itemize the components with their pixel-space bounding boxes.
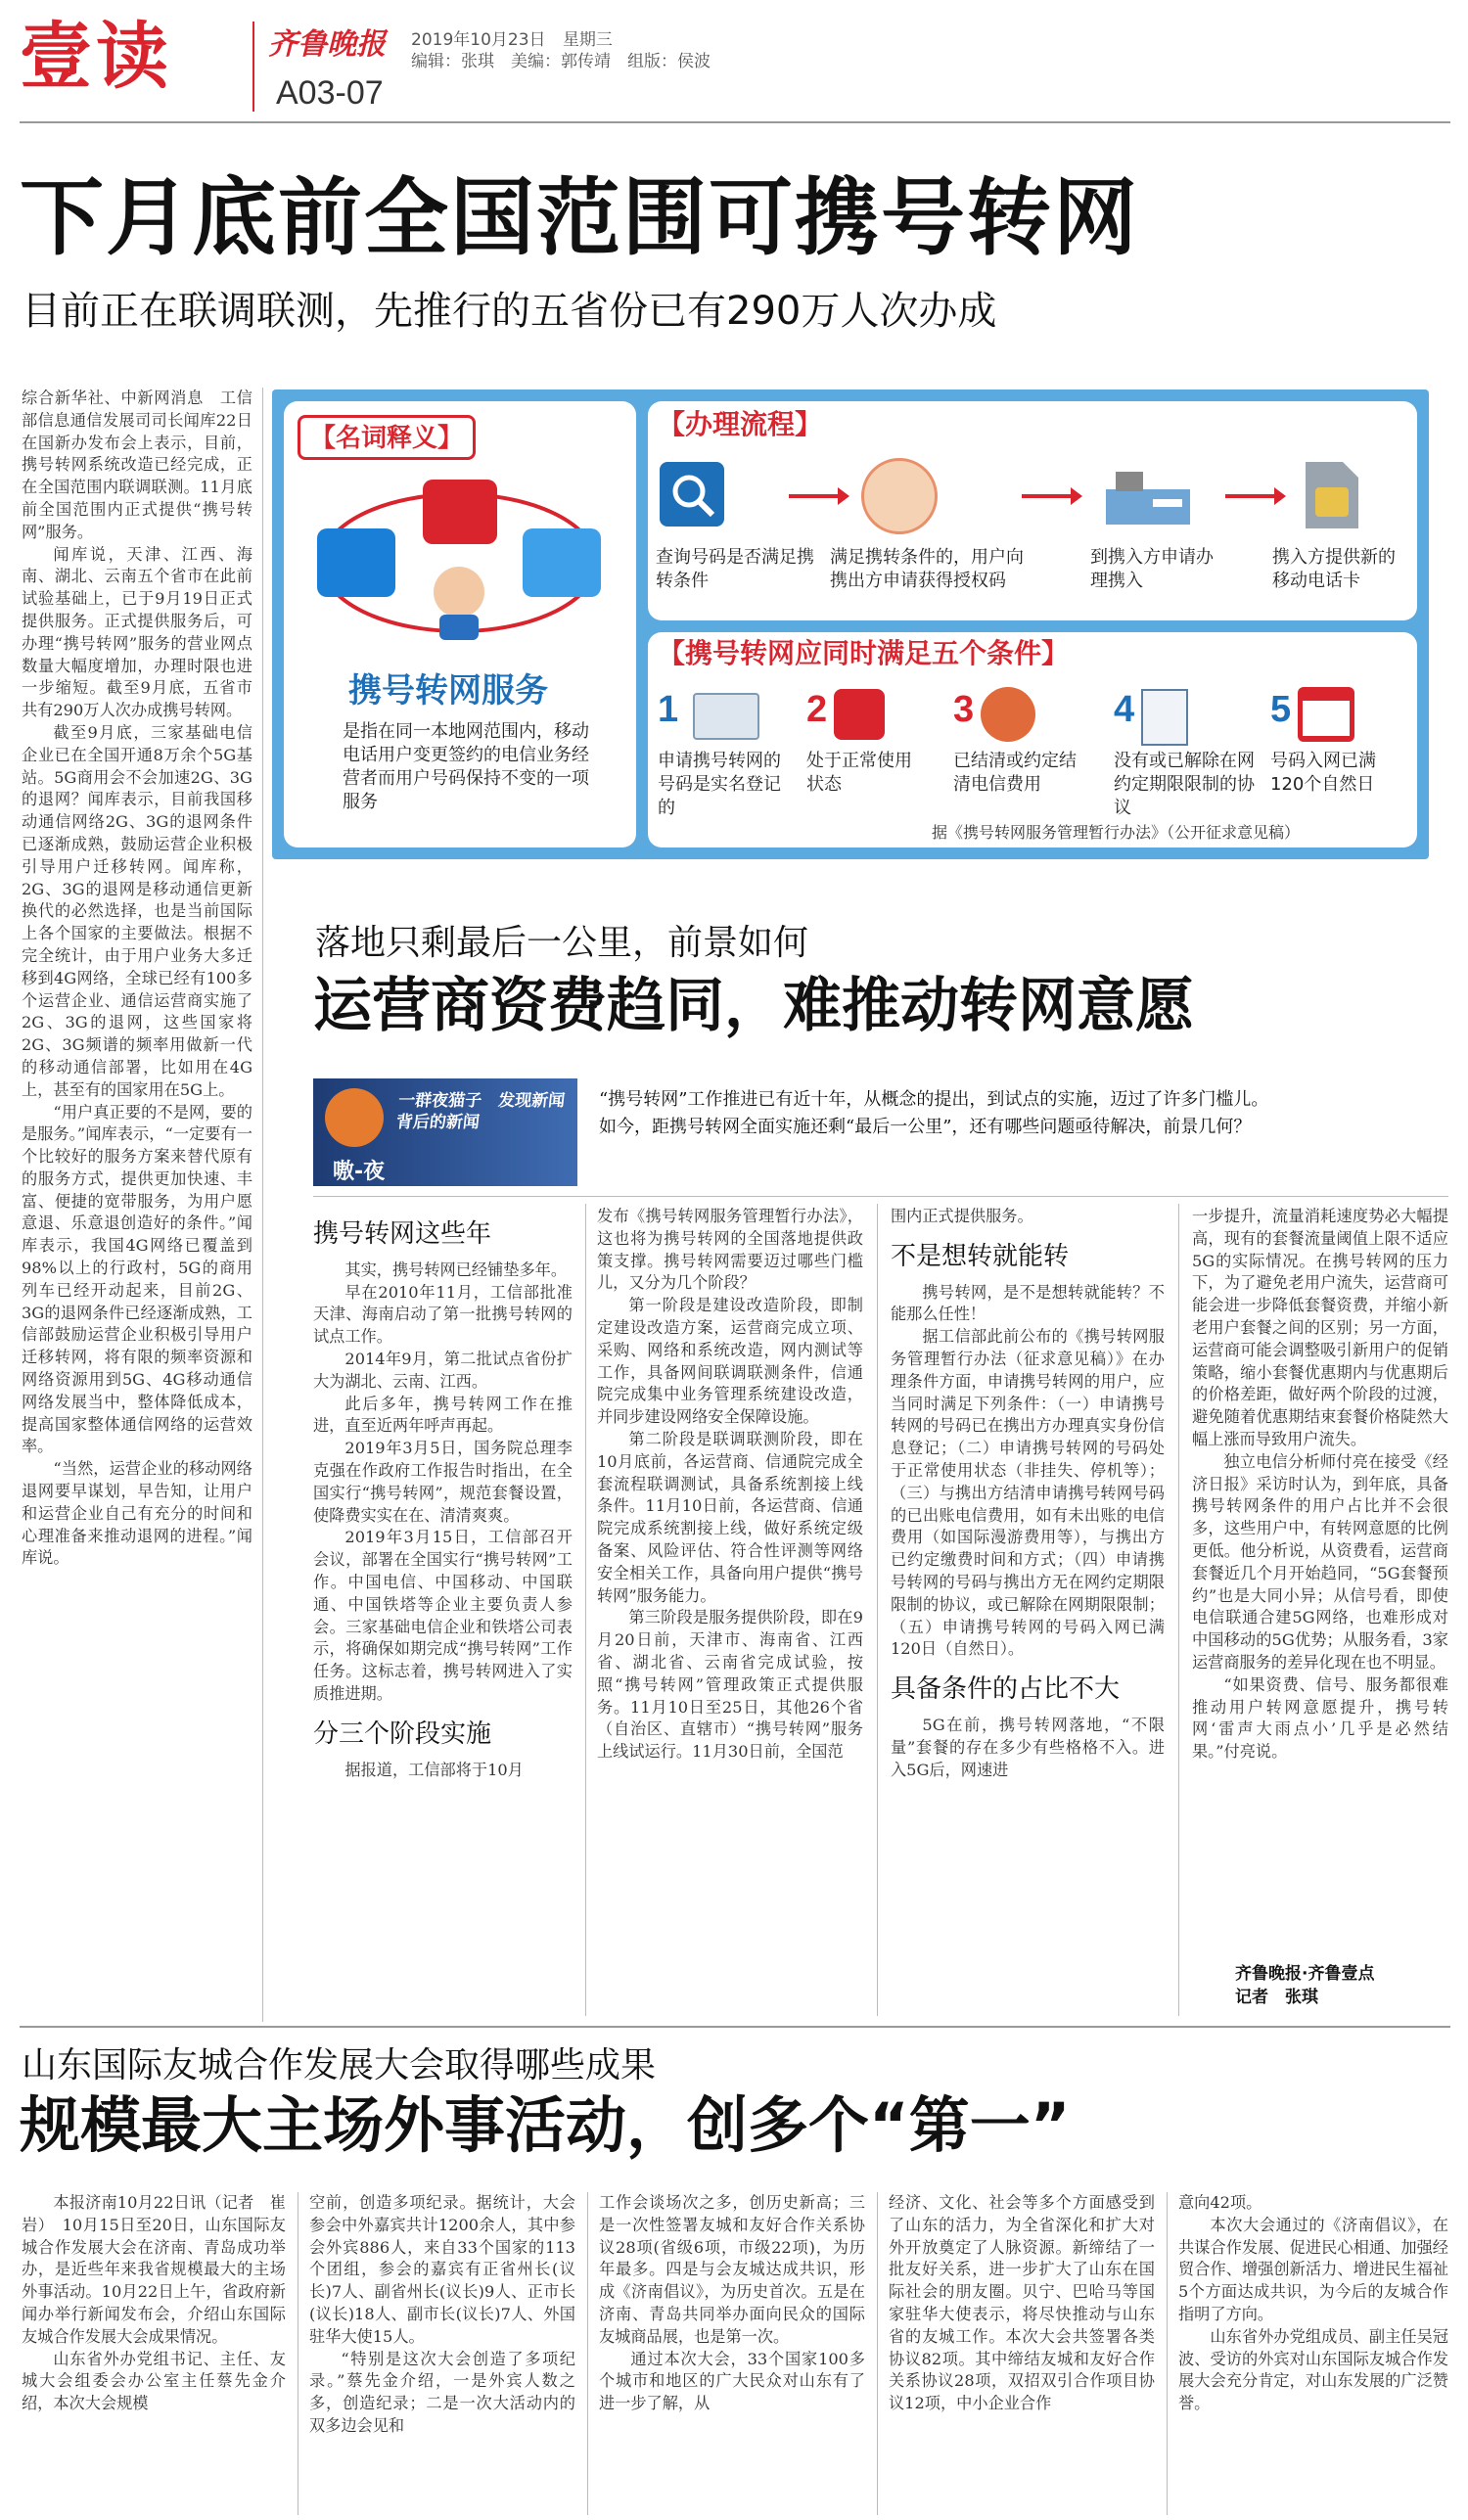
paragraph: 携号转网，是不是想转就能转？不能那么任性！ xyxy=(891,1282,1165,1324)
condition-text: 号码入网已满120个自然日 xyxy=(1270,751,1376,795)
subhead: 不是想转就能转 xyxy=(891,1241,1070,1271)
paper-name-logo: 齐鲁晚报 xyxy=(268,27,386,62)
service-definition: 是指在同一本地网范围内，移动电话用户变更签约的电信业务经营者而用户号码保持不变的一项服务 xyxy=(343,721,589,812)
process-card xyxy=(648,401,1417,620)
process-tag: 【办理流程】 xyxy=(658,407,822,442)
article3-title: 规模最大主场外事活动，创多个“第一” xyxy=(20,2089,1071,2161)
condition-text: 没有或已解除在网约定期限限制的协议 xyxy=(1114,751,1255,818)
column-divider xyxy=(587,2192,588,2515)
paragraph: 此后多年，携号转网工作在推进，直至近两年呼声再起。 xyxy=(313,1394,573,1436)
page-number: A03-07 xyxy=(276,74,384,112)
paragraph: 通过本次大会，33个国家100多个城市和地区的广大民众对山东有了进一步了解，从 xyxy=(599,2349,865,2413)
article2-col2 xyxy=(597,1206,863,2018)
wolf-moon-icon xyxy=(325,1088,384,1147)
paragraph: 综合新华社、中新网消息 工信部信息通信发展司司长闻库22日在国新办发布会上表示，目前，携号转网系统改造已经完成，正在全国范围内联调联测。11月底前全国范围内正式提供“携号转网”服务。 xyxy=(22,389,252,541)
source-note: 据《携号转网服务管理暂行办法》（公开征求意见稿） xyxy=(932,823,1301,842)
paragraph: 空前，创造多项纪录。据统计，大会参会中外嘉宾共计1200余人，其中参会外宾886人，来自33个国家的113个团组，参会的嘉宾有正省州长(议长)7人、副省州长(议长)9人、正市长(议长)18人、副市长(议长)7人、外国驻华大使15人。 xyxy=(309,2193,575,2346)
article2-kicker: 落地只剩最后一公里，前景如何 xyxy=(315,923,809,963)
conditions-tag: 【携号转网应同时满足五个条件】 xyxy=(658,636,1069,671)
column-logo xyxy=(313,1078,577,1186)
paragraph: 意向42项。 xyxy=(1178,2193,1262,2212)
paragraph: 截至9月底，三家基础电信企业已在全国开通8万余个5G基站。5G商用会不会加速2G、3G的退网？闻库表示，目前我国移动通信网络2G、3G的退网条件已逐渐成熟，鼓励运营企业积极引导用户迁移转网。闻库称，2G、3G的退网是移动通信更新换代的必然选择，也是当前国际上各个国家的主要做法。根据不完全统计，由于用户业务大多迁移到4G网络，全球已经有100多个运营企业、通信运营商实施了2G、3G的退网，这些国家将2G、3G频谱的频率用做新一代的移动通信部署，比如用在4G上，甚至有的国家用在5G上。 xyxy=(22,722,252,1099)
paragraph: “当然，运营企业的移动网络退网要早谋划，早告知，让用户和运营企业自己有充分的时间和心理准备来推动退网的进程。”闻库说。 xyxy=(22,1459,252,1568)
column-divider xyxy=(1167,2192,1168,2515)
article1-subtitle: 目前正在联调联测，先推行的五省份已有290万人次办成 xyxy=(22,289,997,334)
article2-title: 运营商资费趋同，难推动转网意愿 xyxy=(313,972,1194,1040)
article3-col3 xyxy=(599,2192,865,2515)
subhead: 携号转网这些年 xyxy=(313,1219,492,1249)
conditions-card xyxy=(648,632,1417,848)
weekday-text: 星期三 xyxy=(562,30,613,50)
condition-text: 处于正常使用状态 xyxy=(806,751,912,795)
operators-illustration xyxy=(298,470,620,646)
paragraph: 据工信部此前公布的《携号转网服务管理暂行办法（征求意见稿）》在办理条件方面，申请携号转网的用户，应当同时满足下列条件：（一）申请携号转网的号码已在携出方办理真实身份信息登记；（二）申请携号转网的号码处于正常使用状态（非挂失、停机等）；（三）与携出方结清申请携号转网号码的已出账电信费用，如有未出账的电信费用（如国际漫游费用等），与携出方已约定缴费时间和方式；（四）申请携号转网的号码与携出方无在网约定期限限制的协议，或已解除在网期限限制；（五）申请携号转网的号码入网已满120日（自然日）。 xyxy=(891,1327,1165,1659)
condition-number: 5 xyxy=(1270,689,1292,730)
process-arrow xyxy=(1022,494,1073,498)
infographic-panel xyxy=(272,389,1429,859)
article2-lead: “携号转网”工作推进已有近十年，从概念的提出，到试点的实施，迈过了许多门槛儿。如今，距携号转网全面实施还剩“最后一公里”，还有哪些问题亟待解决，前景几何？ xyxy=(599,1089,1269,1137)
paragraph: “特别是这次大会创造了多项纪录。”蔡先金介绍，一是外宾人数之多，创造纪录；二是一次大活动内的双多边会见和 xyxy=(309,2349,575,2435)
column-divider xyxy=(262,388,263,2022)
glossary-card xyxy=(284,401,636,848)
service-name: 携号转网服务 xyxy=(348,671,548,710)
contract-icon xyxy=(1141,689,1188,746)
article2-col4 xyxy=(1192,1206,1448,1959)
column-divider xyxy=(877,2192,878,2515)
article3-kicker: 山东国际友城合作发展大会取得哪些成果 xyxy=(22,2045,657,2085)
article3-col4 xyxy=(889,2192,1155,2515)
subhead: 具备条件的占比不大 xyxy=(891,1674,1121,1705)
byline xyxy=(1235,1962,1374,2009)
byline-outlet: 齐鲁晚报·齐鲁壹点 xyxy=(1235,1964,1375,1984)
condition-text: 申请携号转网的号码是实名登记的 xyxy=(658,751,781,818)
paragraph: 2019年3月15日，工信部召开会议，部署在全国实行“携号转网”工作。中国电信、中国移动、中国联通、中国铁塔等企业主要负责人参会。三家基础电信企业和铁塔公司表示，将确保如期完成“携号转网”工作任务。这标志着，携号转网进入了实质推进期。 xyxy=(313,1528,573,1703)
counter-icon xyxy=(1106,466,1190,525)
article2-col1 xyxy=(313,1206,573,2018)
subhead: 分三个阶段实施 xyxy=(313,1718,492,1749)
section-title: 壹读 xyxy=(20,15,172,99)
process-step: 到携入方申请办理携入 xyxy=(1090,547,1214,591)
article3-col2 xyxy=(309,2192,575,2515)
search-icon xyxy=(660,462,724,527)
process-arrow xyxy=(789,494,840,498)
condition-number: 1 xyxy=(658,689,679,730)
process-step: 满足携转条件的，用户向携出方申请获得授权码 xyxy=(830,547,1024,591)
paragraph: 2014年9月，第二批试点省份扩大为湖北、云南、江西。 xyxy=(313,1349,573,1391)
glossary-tag: 【名词释义】 xyxy=(298,415,476,460)
condition-number: 4 xyxy=(1114,689,1135,730)
paragraph: 据报道，工信部将于10月 xyxy=(344,1760,524,1779)
process-step: 查询号码是否满足携转条件 xyxy=(656,547,814,591)
paragraph: 一步提升，流量消耗速度势必大幅提高，现有的套餐流量阈值上限不适应5G的实际情况。在携号转网的压力下，为了避免老用户流失，运营商可能会进一步降低套餐资费，并缩小新老用户套餐之间的区别；另一方面，运营商可能会调整吸引新用户的促销策略，缩小套餐优惠期内与优惠期后的价格差距，做好两个阶段的过渡，避免随着优惠期结束套餐价格陡然大幅上涨而导致用户流失。 xyxy=(1192,1207,1448,1448)
paragraph: 本次大会通过的《济南倡议》，在共谋合作发展、促进民心相通、加强经贸合作、增强创新活力、增进民生福祉5个方面达成共识，为今后的友城合作指明了方向。 xyxy=(1178,2215,1448,2323)
paragraph: 第一阶段是建设改造阶段，即制定建设改造方案，运营商完成立项、采购、网络和系统改造，网内测试等工作，具备网间联调联测条件，信通院完成集中业务管理系统建设改造，并同步建设网络安全保障设施。 xyxy=(597,1296,863,1427)
paragraph: 2019年3月5日，国务院总理李克强在作政府工作报告时指出，在全国实行“携号转网”，规范套餐设置，使降费实实在在、清清爽爽。 xyxy=(313,1439,573,1525)
calendar-icon xyxy=(1298,687,1354,742)
paragraph: 第二阶段是联调联测阶段，即在10月底前，各运营商、信通院完成全套流程联调测试，具备系统割接上线条件。11月10日前，各运营商、信通院完成系统割接上线，做好系统定级备案、风险评估、符合性评测等网络安全相关工作，具备向用户提供“携号转网”服务能力。 xyxy=(597,1429,863,1605)
article3-col5 xyxy=(1178,2192,1448,2515)
paragraph: 本报济南10月22日讯（记者 崔岩） 10月15日至20日，山东国际友城合作发展大会在济南、青岛成功举办，是近些年来我省规模最大的主场外事活动。10月22日上午，省政府新闻办举行新闻发布会，介绍山东国际友城合作发展大会成果情况。 xyxy=(22,2193,286,2346)
paragraph: 围内正式提供服务。 xyxy=(891,1207,1033,1225)
section-rule xyxy=(20,2026,1450,2028)
article3-col1 xyxy=(22,2192,286,2515)
paragraph: 独立电信分析师付亮在接受《经济日报》采访时认为，到年底，具备携号转网条件的用户占比并不会很多，这些用户中，有转网意愿的比例更低。他分析说，从资费看，运营商套餐近几个月开始趋同，“5G套餐预约”也是大同小异；从信号看，即使电信联通合建5G网络，也难形成对中国移动的5G优势；从服务看，3家运营商服务的差异化现在也不明显。 xyxy=(1192,1451,1448,1672)
paragraph: “如果资费、信号、服务都很难推动用户转网意愿提升，携号转网‘雷声大雨点小’几乎是必然结果。”付亮说。 xyxy=(1192,1674,1448,1762)
paragraph: 工作会谈场次之多，创历史新高；三是一次性签署友城和友好合作关系协议28项(省级6项，市级22项)，为历年最多。四是与会友城达成共识，形成《济南倡议》，为历史首次。五是在济南、青岛共同举办面向民众的国际友城商品展，也是第一次。 xyxy=(599,2193,865,2346)
column-divider xyxy=(1178,1204,1179,2016)
column-name: 嗷-夜 xyxy=(333,1160,386,1184)
sim-card-icon xyxy=(1298,458,1362,532)
header-divider xyxy=(252,22,254,112)
paragraph: 山东省外办党组书记、主任、友城大会组委会办公室主任蔡先金介绍，本次大会规模 xyxy=(22,2349,286,2413)
paragraph: 早在2010年11月，工信部批准天津、海南启动了第一批携号转网的试点工作。 xyxy=(313,1282,573,1347)
article2-col3 xyxy=(891,1206,1165,2018)
section-divider xyxy=(313,1196,1448,1197)
condition-number: 2 xyxy=(806,689,828,730)
condition-number: 3 xyxy=(953,689,975,730)
payment-icon xyxy=(981,687,1035,742)
paragraph: “用户真正要的不是网，要的是服务。”闻库表示，“一定要有一个比较好的服务方案来替代原有的服务方式，提供更加快速、丰富、便捷的宽带服务，为用户愿意退、乐意退创造好的条件。”闻库表示，我国4G网络已覆盖到98%以上的行政村，5G的商用列车已经开动起来，目前2G、3G的退网条件已经逐渐成熟，工信部鼓励运营企业积极引导用户迁移转网，将有限的频率资源和网络资源用到5G、4G移动通信网络发展当中，整体降低成本，提高国家整体通信网络的运营效率。 xyxy=(22,1102,252,1456)
process-arrow xyxy=(1225,494,1276,498)
article1-title: 下月底前全国范围可携号转网 xyxy=(20,169,1139,267)
paragraph: 山东省外办党组成员、副主任吴冠波、受访的外宾对山东国际友城合作发展大会充分肯定，对山东发展的广泛赞誉。 xyxy=(1178,2326,1448,2413)
paragraph: 5G在前，携号转网落地，“不限量”套餐的存在多少有些格格不入。进入5G后，网速进 xyxy=(891,1715,1165,1779)
byline-reporter: 记者 张琪 xyxy=(1235,1988,1318,2007)
phone-icon xyxy=(834,689,885,740)
article1-body xyxy=(22,388,252,2071)
id-card-icon xyxy=(693,693,759,740)
paragraph: 经济、文化、社会等多个方面感受到了山东的活力，为全省深化和扩大对外开放奠定了人脉资源。新缔结了一批友好关系，进一步扩大了山东在国际社会的朋友圈。贝宁、巴哈马等国家驻华大使表示，将尽快推动与山东省的友城工作。本次大会共签署各类协议82项。其中缔结友城和友好合作关系协议28项，双招双引合作项目协议12项，中小企业合作 xyxy=(889,2193,1155,2413)
process-step: 携入方提供新的移动电话卡 xyxy=(1272,547,1396,591)
column-divider xyxy=(877,1204,878,2016)
paragraph: 第三阶段是服务提供阶段，即在9月20日前，天津市、海南省、江西省、湖北省、云南省完成试验，按照“携号转网”管理政策正式提供服务。11月10日至25日，其他26个省（自治区、直辖市）“携号转网”服务上线试运行。11月30日前，全国范 xyxy=(597,1608,863,1762)
editor-credits: 编辑：张琪 美编：郭传靖 组版：侯波 xyxy=(411,52,711,71)
column-divider xyxy=(585,1204,586,2016)
paragraph: 其实，携号转网已经铺垫多年。 xyxy=(344,1260,568,1279)
date-text: 2019年10月23日 xyxy=(411,30,546,50)
header-rule xyxy=(20,121,1450,123)
column-banner: 一群夜猫子 发现新闻背后的新闻 xyxy=(394,1091,567,1132)
paragraph: 发布《携号转网服务管理暂行办法》，这也将为携号转网的全国落地提供政策支撑。携号转网需要迈过哪些门槛儿，又分为几个阶段？ xyxy=(597,1207,863,1293)
condition-text: 已结清或约定结清电信费用 xyxy=(953,751,1077,795)
customer-service-icon xyxy=(861,458,938,534)
paragraph: 闻库说，天津、江西、海南、湖北、云南五个省市在此前试验基础上，已于9月19日正式提供服务。正式提供服务后，可办理“携号转网”服务的营业网点数量大幅度增加，办理时限也进一步缩短。截至9月底，五省市共有290万人次办成携号转网。 xyxy=(22,544,252,720)
